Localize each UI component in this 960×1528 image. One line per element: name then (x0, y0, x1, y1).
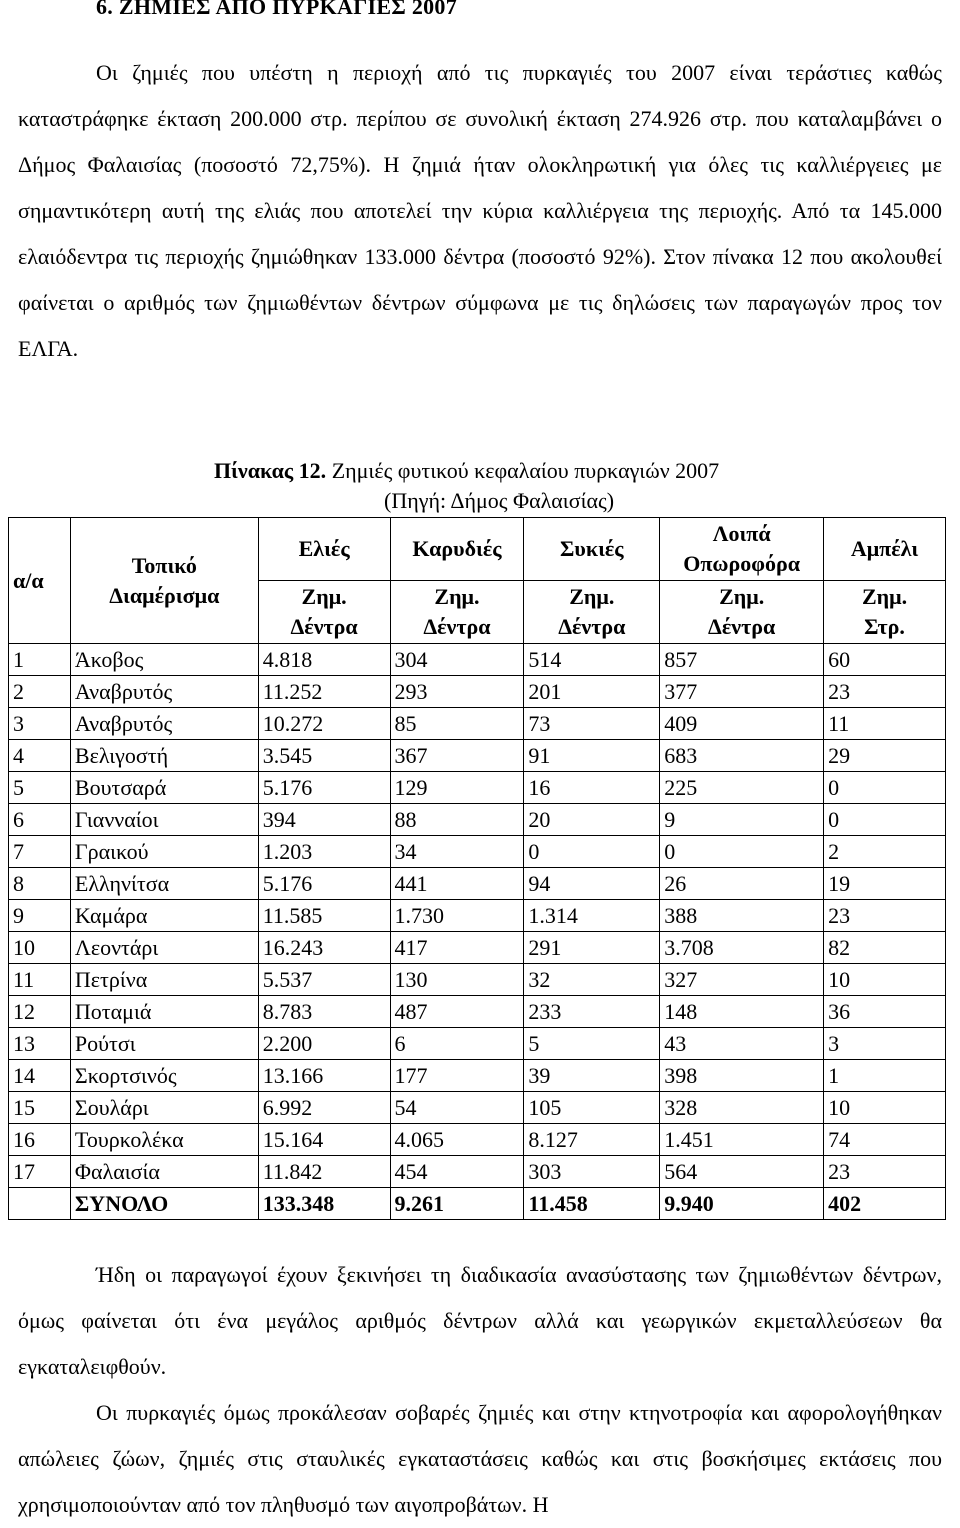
olives-value: 1.203 (258, 836, 390, 868)
figs-value: 20 (524, 804, 660, 836)
other-fruit-value: 225 (660, 772, 824, 804)
header-figs: Συκιές (524, 518, 660, 581)
department-name: ΣΥΝΟΛΟ (70, 1188, 258, 1220)
olives-value: 2.200 (258, 1028, 390, 1060)
figs-value: 73 (524, 708, 660, 740)
row-number: 13 (9, 1028, 71, 1060)
table-row (9, 1156, 946, 1188)
olives-value: 394 (258, 804, 390, 836)
figs-value: 0 (524, 836, 660, 868)
vines-value: 10 (824, 1092, 946, 1124)
olives-value: 11.842 (258, 1156, 390, 1188)
table-row (9, 868, 946, 900)
figs-value: 11.458 (524, 1188, 660, 1220)
header-olives: Ελιές (258, 518, 390, 581)
olives-value: 11.252 (258, 676, 390, 708)
row-number: 17 (9, 1156, 71, 1188)
walnuts-value: 130 (390, 964, 524, 996)
olives-value: 3.545 (258, 740, 390, 772)
header-department: Τοπικό Διαμέρισμα (70, 518, 258, 644)
walnuts-value: 6 (390, 1028, 524, 1060)
department-name: Γιανναίοι (70, 804, 258, 836)
row-number: 15 (9, 1092, 71, 1124)
vines-value: 29 (824, 740, 946, 772)
header-aa: α/α (9, 518, 71, 644)
figs-value: 201 (524, 676, 660, 708)
olives-value: 6.992 (258, 1092, 390, 1124)
table-row (9, 740, 946, 772)
table-row (9, 804, 946, 836)
vines-value: 23 (824, 900, 946, 932)
row-number: 5 (9, 772, 71, 804)
walnuts-value: 54 (390, 1092, 524, 1124)
olives-value: 5.176 (258, 772, 390, 804)
table-row (9, 836, 946, 868)
olives-value: 8.783 (258, 996, 390, 1028)
walnuts-value: 129 (390, 772, 524, 804)
figs-value: 514 (524, 644, 660, 676)
walnuts-value: 1.730 (390, 900, 524, 932)
other-fruit-value: 377 (660, 676, 824, 708)
other-fruit-value: 148 (660, 996, 824, 1028)
other-fruit-value: 3.708 (660, 932, 824, 964)
vines-value: 23 (824, 1156, 946, 1188)
other-fruit-value: 857 (660, 644, 824, 676)
unit-vines: Ζημ. Στρ. (824, 581, 946, 644)
other-fruit-value: 9.940 (660, 1188, 824, 1220)
department-name: Ρούτσι (70, 1028, 258, 1060)
row-number: 6 (9, 804, 71, 836)
walnuts-value: 177 (390, 1060, 524, 1092)
olives-value: 15.164 (258, 1124, 390, 1156)
damage-table (8, 517, 946, 1220)
recovery-paragraph: Ήδη οι παραγωγοί έχουν ξεκινήσει τη διαδικασία ανασύστασης των ζημιωθέντων δέντρων, όμως φαίνεται ότι ένα μεγάλος αριθμός δέντρων αλλά και γεωργικών εκμεταλλεύσεων θα εγκαταλειφθούν. (18, 1262, 942, 1379)
row-number (9, 1188, 71, 1220)
walnuts-value: 4.065 (390, 1124, 524, 1156)
olives-value: 10.272 (258, 708, 390, 740)
row-number: 3 (9, 708, 71, 740)
walnuts-value: 304 (390, 644, 524, 676)
row-number: 1 (9, 644, 71, 676)
livestock-paragraph: Οι πυρκαγιές όμως προκάλεσαν σοβαρές ζημιές και στην κτηνοτροφία και αφορολογήθηκαν απώλειες ζώων, ζημιές στις σταυλικές εγκαταστάσεις καθώς και στις βοσκήσιμες εκτάσεις που χρησιμοποιούνταν από τον πληθυσμό των αιγοπροβάτων. Η (18, 1400, 942, 1517)
olives-value: 5.537 (258, 964, 390, 996)
vines-value: 82 (824, 932, 946, 964)
department-name: Λεοντάρι (70, 932, 258, 964)
vines-value: 1 (824, 1060, 946, 1092)
walnuts-value: 88 (390, 804, 524, 836)
vines-value: 10 (824, 964, 946, 996)
table-row (9, 900, 946, 932)
unit-olives: Ζημ. Δέντρα (258, 581, 390, 644)
intro-paragraph: Οι ζημιές που υπέστη η περιοχή από τις πυρκαγιές του 2007 είναι τεράστιες καθώς καταστράφηκε έκταση 200.000 στρ. περίπου σε συνολική έκταση 274.926 στρ. που καταλαμβάνει ο Δήμος Φαλαισίας (ποσοστό 72,75%). Η ζημιά ήταν ολοκληρωτική για όλες τις καλλιέργειες με σημαντικότερη αυτή της ελιάς που αποτελεί την κύρια καλλιέργεια της περιοχής. Από τα 145.000 ελαιόδεντρα τις περιοχής ζημιώθηκαν 133.000 δέντρα (ποσοστό 92%). Στον πίνακα 12 που ακολουθεί φαίνεται ο αριθμός των ζημιωθέντων δέντρων σύμφωνα με τις δηλώσεις των παραγωγών προς τον ΕΛΓΑ. (18, 60, 942, 361)
department-name: Καμάρα (70, 900, 258, 932)
table-row (9, 676, 946, 708)
figs-value: 94 (524, 868, 660, 900)
walnuts-value: 417 (390, 932, 524, 964)
department-name: Πετρίνα (70, 964, 258, 996)
walnuts-value: 293 (390, 676, 524, 708)
olives-value: 5.176 (258, 868, 390, 900)
header-vines: Αμπέλι (824, 518, 946, 581)
row-number: 9 (9, 900, 71, 932)
department-name: Άκοβος (70, 644, 258, 676)
total-row (9, 1188, 946, 1220)
table-row (9, 708, 946, 740)
department-name: Αναβρυτός (70, 676, 258, 708)
table-row (9, 1028, 946, 1060)
vines-value: 3 (824, 1028, 946, 1060)
walnuts-value: 454 (390, 1156, 524, 1188)
figs-value: 91 (524, 740, 660, 772)
figs-value: 233 (524, 996, 660, 1028)
department-name: Ποταμιά (70, 996, 258, 1028)
table-row (9, 1124, 946, 1156)
table-row (9, 772, 946, 804)
table-caption-title: Ζημιές φυτικού κεφαλαίου πυρκαγιών 2007 (326, 458, 720, 483)
figs-value: 5 (524, 1028, 660, 1060)
other-fruit-value: 43 (660, 1028, 824, 1060)
vines-value: 19 (824, 868, 946, 900)
table-caption (0, 456, 960, 516)
walnuts-value: 367 (390, 740, 524, 772)
department-name: Σκορτσινός (70, 1060, 258, 1092)
other-fruit-value: 388 (660, 900, 824, 932)
other-fruit-value: 564 (660, 1156, 824, 1188)
olives-value: 16.243 (258, 932, 390, 964)
vines-value: 60 (824, 644, 946, 676)
row-number: 12 (9, 996, 71, 1028)
figs-value: 16 (524, 772, 660, 804)
department-name: Βελιγοστή (70, 740, 258, 772)
vines-value: 2 (824, 836, 946, 868)
department-name: Γραικού (70, 836, 258, 868)
olives-value: 13.166 (258, 1060, 390, 1092)
walnuts-value: 9.261 (390, 1188, 524, 1220)
vines-value: 11 (824, 708, 946, 740)
row-number: 4 (9, 740, 71, 772)
figs-value: 303 (524, 1156, 660, 1188)
figs-value: 39 (524, 1060, 660, 1092)
unit-walnuts: Ζημ. Δέντρα (390, 581, 524, 644)
other-fruit-value: 9 (660, 804, 824, 836)
other-fruit-value: 409 (660, 708, 824, 740)
unit-other-fruit: Ζημ. Δέντρα (660, 581, 824, 644)
other-fruit-value: 1.451 (660, 1124, 824, 1156)
table-caption-source: (Πηγή: Δήμος Φαλαισίας) (384, 488, 615, 513)
header-walnuts: Καρυδιές (390, 518, 524, 581)
table-row (9, 996, 946, 1028)
other-fruit-value: 328 (660, 1092, 824, 1124)
walnuts-value: 487 (390, 996, 524, 1028)
department-name: Σουλάρι (70, 1092, 258, 1124)
vines-value: 402 (824, 1188, 946, 1220)
other-fruit-value: 683 (660, 740, 824, 772)
table-row (9, 964, 946, 996)
walnuts-value: 34 (390, 836, 524, 868)
row-number: 10 (9, 932, 71, 964)
olives-value: 133.348 (258, 1188, 390, 1220)
table-row (9, 1060, 946, 1092)
row-number: 7 (9, 836, 71, 868)
vines-value: 23 (824, 676, 946, 708)
row-number: 11 (9, 964, 71, 996)
vines-value: 0 (824, 772, 946, 804)
table-header-row (9, 518, 946, 581)
table-row (9, 644, 946, 676)
figs-value: 32 (524, 964, 660, 996)
department-name: Βουτσαρά (70, 772, 258, 804)
table-row (9, 932, 946, 964)
vines-value: 74 (824, 1124, 946, 1156)
other-fruit-value: 327 (660, 964, 824, 996)
vines-value: 36 (824, 996, 946, 1028)
figs-value: 1.314 (524, 900, 660, 932)
department-name: Τουρκολέκα (70, 1124, 258, 1156)
walnuts-value: 441 (390, 868, 524, 900)
table-row (9, 1092, 946, 1124)
figs-value: 8.127 (524, 1124, 660, 1156)
other-fruit-value: 0 (660, 836, 824, 868)
olives-value: 4.818 (258, 644, 390, 676)
row-number: 2 (9, 676, 71, 708)
table-caption-label: Πίνακας 12. (214, 458, 327, 483)
walnuts-value: 85 (390, 708, 524, 740)
row-number: 16 (9, 1124, 71, 1156)
other-fruit-value: 398 (660, 1060, 824, 1092)
figs-value: 291 (524, 932, 660, 964)
header-other-fruit: Λοιπά Οπωροφόρα (660, 518, 824, 581)
olives-value: 11.585 (258, 900, 390, 932)
section-heading: 6. ΖΗΜΙΕΣ ΑΠΟ ΠΥΡΚΑΓΙΕΣ 2007 (96, 0, 458, 19)
row-number: 8 (9, 868, 71, 900)
unit-figs: Ζημ. Δέντρα (524, 581, 660, 644)
department-name: Ελληνίτσα (70, 868, 258, 900)
other-fruit-value: 26 (660, 868, 824, 900)
vines-value: 0 (824, 804, 946, 836)
department-name: Αναβρυτός (70, 708, 258, 740)
department-name: Φαλαισία (70, 1156, 258, 1188)
figs-value: 105 (524, 1092, 660, 1124)
row-number: 14 (9, 1060, 71, 1092)
